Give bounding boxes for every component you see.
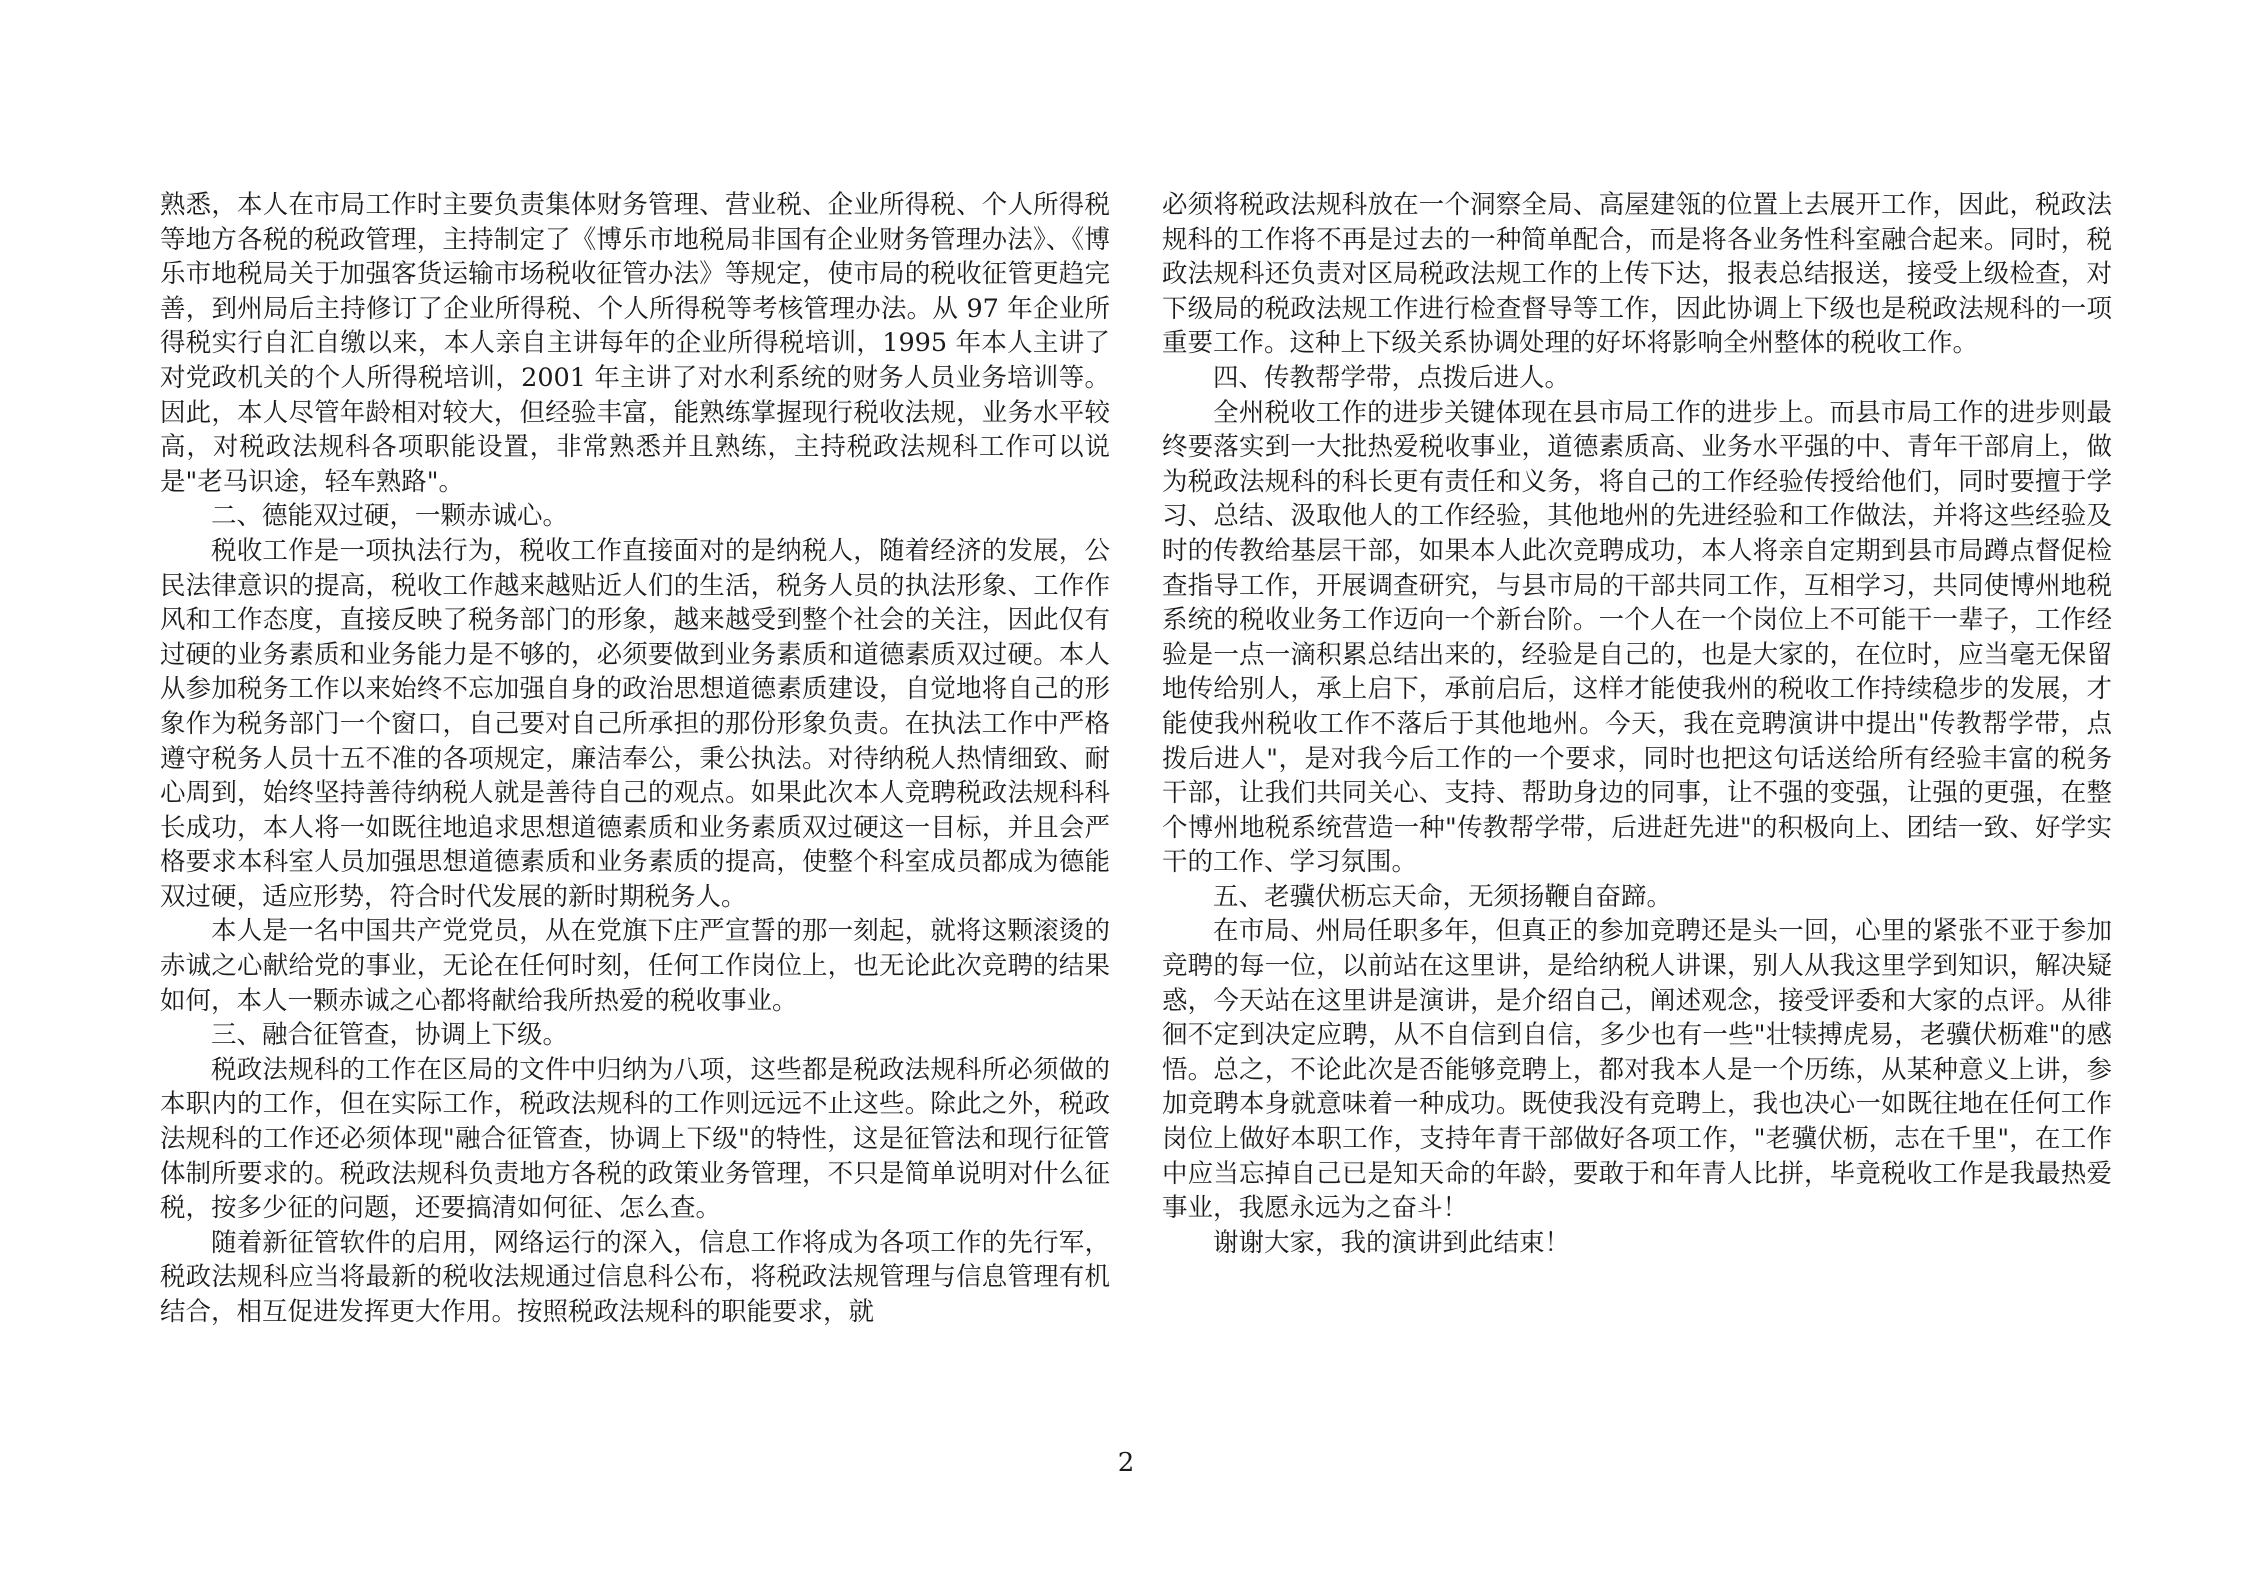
paragraph: 税政法规科的工作在区局的文件中归纳为八项，这些都是税政法规科所必须做的本职内的工作，但在实际工作，税政法规科的工作则远远不止这些。除此之外，税政法规科的工作还必须体现"融合征管查，协调上下级"的特性，这是征管法和现行征管体制所要求的。税政法规科负责地方各税的政策业务管理，不只是简单说明对什么征税，按多少征的问题，还要搞清如何征、怎么查。: [160, 1054, 1110, 1224]
left-column: [160, 188, 1110, 1330]
closing-line: 谢谢大家，我的演讲到此结束！: [1213, 1227, 1571, 1258]
page-number: 2: [1117, 1448, 1135, 1478]
right-column: [1162, 188, 2112, 1260]
section-heading-4: 四、传教帮学带，点拨后进人。: [1213, 362, 1571, 393]
paragraph: 本人是一名中国共产党党员，从在党旗下庄严宣誓的那一刻起，就将这颗滚烫的赤诚之心献给党的事业，无论在任何时刻，任何工作岗位上，也无论此次竞聘的结果如何，本人一颗赤诚之心都将献给我所热爱的税收事业。: [160, 916, 1110, 1016]
paragraph-continued: 必须将税政法规科放在一个洞察全局、高屋建瓴的位置上去展开工作，因此，税政法规科的工作将不再是过去的一种简单配合，而是将各业务性科室融合起来。同时，税政法规科还负责对区局税政法规工作的上传下达，报表总结报送，接受上级检查，对下级局的税政法规工作进行检查督导等工作，因此协调上下级也是税政法规科的一项重要工作。这种上下级关系协调处理的好坏将影响全州整体的税收工作。: [1162, 190, 2112, 359]
paragraph: 在市局、州局任职多年，但真正的参加竞聘还是头一回，心里的紧张不亚于参加竞聘的每一位，以前站在这里讲，是给纳税人讲课，别人从我这里学到知识，解决疑惑，今天站在这里讲是演讲，是介绍自己，阐述观念，接受评委和大家的点评。从徘徊不定到决定应聘，从不自信到自信，多少也有一些"壮犊搏虎易，老骥伏枥难"的感悟。总之，不论此次是否能够竞聘上，都对我本人是一个历练，从某种意义上讲，参加竞聘本身就意味着一种成功。既使我没有竞聘上，我也决心一如既往地在任何工作岗位上做好本职工作，支持年青干部做好各项工作，"老骥伏枥，志在千里"，在工作中应当忘掉自己已是知天命的年龄，要敢于和年青人比拼，毕竟税收工作是我最热爱事业，我愿永远为之奋斗！: [1162, 916, 2112, 1224]
paragraph: 随着新征管软件的启用，网络运行的深入，信息工作将成为各项工作的先行军，税政法规科应当将最新的税收法规通过信息科公布，将税政法规管理与信息管理有机结合，相互促进发挥更大作用。按照税政法规科的职能要求，就: [160, 1227, 1110, 1327]
paragraph: 全州税收工作的进步关键体现在县市局工作的进步上。而县市局工作的进步则最终要落实到一大批热爱税收事业，道德素质高、业务水平强的中、青年干部肩上，做为税政法规科的科长更有责任和义务，将自己的工作经验传授给他们，同时要擅于学习、总结、汲取他人的工作经验，其他地州的先进经验和工作做法，并将这些经验及时的传教给基层干部，如果本人此次竞聘成功，本人将亲自定期到县市局蹲点督促检查指导工作，开展调查研究，与县市局的干部共同工作，互相学习，共同使博州地税系统的税收业务工作迈向一个新台阶。一个人在一个岗位上不可能干一辈子，工作经验是一点一滴积累总结出来的，经验是自己的，也是大家的，在位时，应当毫无保留地传给别人，承上启下，承前启后，这样才能使我州的税收工作持续稳步的发展，才能使我州税收工作不落后于其他地州。今天，我在竞聘演讲中提出"传教帮学带，点拨后进人"，是对我今后工作的一个要求，同时也把这句话送给所有经验丰富的税务干部，让我们共同关心、支持、帮助身边的同事，让不强的变强，让强的更强，在整个博州地税系统营造一种"传教帮学带，后进赶先进"的积极向上、团结一致、好学实干的工作、学习氛围。: [1162, 397, 2112, 878]
paragraph: 税收工作是一项执法行为，税收工作直接面对的是纳税人，随着经济的发展，公民法律意识的提高，税收工作越来越贴近人们的生活，税务人员的执法形象、工作作风和工作态度，直接反映了税务部门的形象，越来越受到整个社会的关注，因此仅有过硬的业务素质和业务能力是不够的，必须要做到业务素质和道德素质双过硬。本人从参加税务工作以来始终不忘加强自身的政治思想道德素质建设，自觉地将自己的形象作为税务部门一个窗口，自己要对自己所承担的那份形象负责。在执法工作中严格遵守税务人员十五不准的各项规定，廉洁奉公，秉公执法。对待纳税人热情细致、耐心周到，始终坚持善待纳税人就是善待自己的观点。如果此次本人竞聘税政法规科科长成功，本人将一如既往地追求思想道德素质和业务素质双过硬这一目标，并且会严格要求本科室人员加强思想道德素质和业务素质的提高，使整个科室成员都成为德能双过硬，适应形势，符合时代发展的新时期税务人。: [160, 535, 1110, 912]
section-heading-2: 二、德能双过硬，一颗赤诚心。: [211, 501, 569, 532]
section-heading-3: 三、融合征管查，协调上下级。: [211, 1020, 569, 1051]
paragraph-continued: 熟悉，本人在市局工作时主要负责集体财务管理、营业税、企业所得税、个人所得税等地方各税的税政管理，主持制定了《博乐市地税局非国有企业财务管理办法》、《博乐市地税局关于加强客货运输市场税收征管办法》等规定，使市局的税收征管更趋完善，到州局后主持修订了企业所得税、个人所得税等考核管理办法。从 97 年企业所得税实行自汇自缴以来，本人亲自主讲每年的企业所得税培训，1995 年本人主讲了对党政机关的个人所得税培训，2001 年主讲了对水利系统的财务人员业务培训等。因此，本人尽管年龄相对较大，但经验丰富，能熟练掌握现行税收法规，业务水平较高，对税政法规科各项职能设置，非常熟悉并且熟练，主持税政法规科工作可以说是"老马识途，轻车熟路"。: [160, 190, 1110, 497]
section-heading-5: 五、老骥伏枥忘天命，无须扬鞭自奋蹄。: [1213, 881, 1673, 912]
